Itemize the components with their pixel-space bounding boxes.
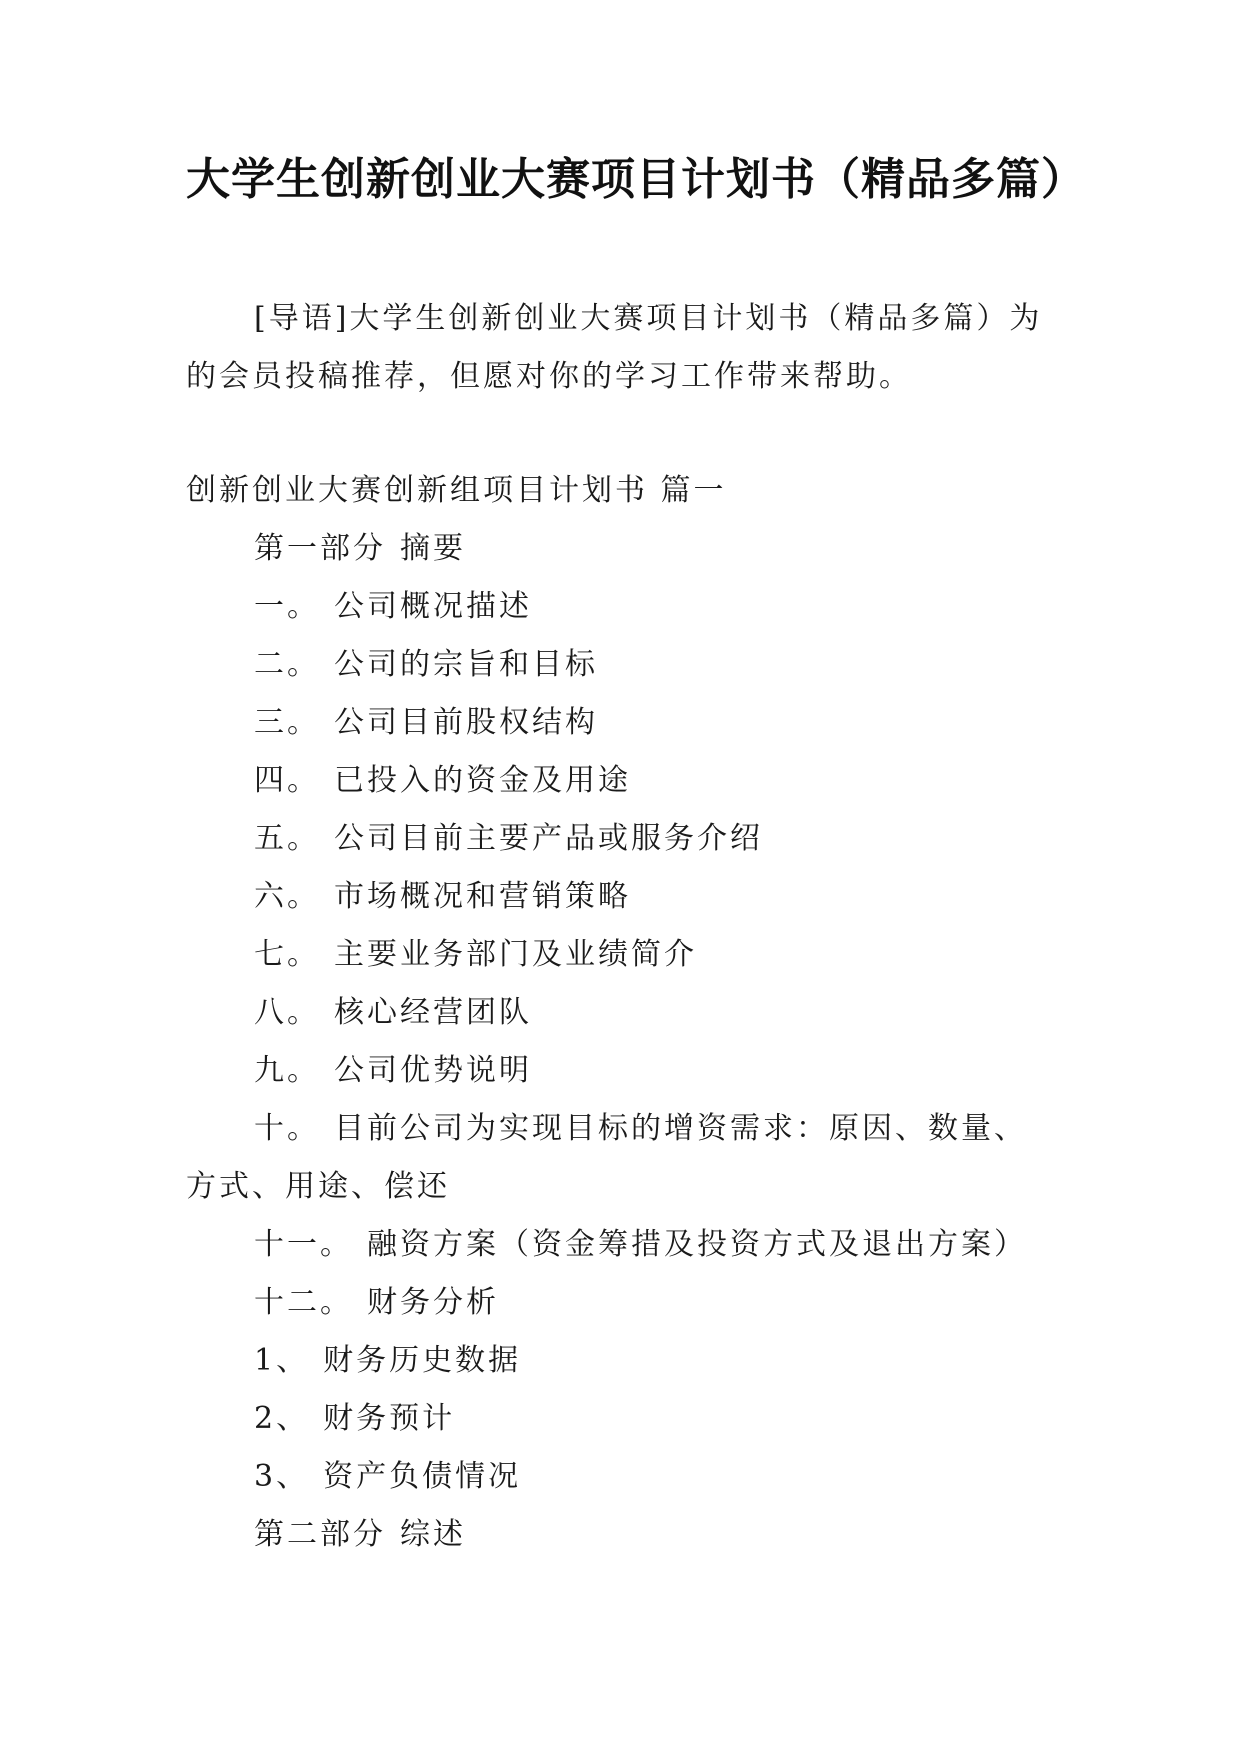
outline-item <box>186 926 1056 984</box>
outline-item-marker: 七。 <box>254 937 320 972</box>
outline-item-marker: 3、 <box>254 1459 310 1494</box>
outline-item-marker: 一。 <box>254 589 320 624</box>
outline-item <box>186 1274 1056 1332</box>
outline-item <box>186 1448 1056 1506</box>
outline-item-text: 资产负债情况 <box>323 1459 522 1494</box>
document-title: 大学生创新创业大赛项目计划书（精品多篇） <box>186 154 1086 205</box>
outline-item-marker: 第二部分 <box>254 1517 386 1552</box>
outline-item-marker: 第一部分 <box>254 531 386 566</box>
outline-item-text: 公司目前股权结构 <box>334 705 598 740</box>
outline-item-text: 主要业务部门及业绩简介 <box>334 937 697 972</box>
outline-item <box>186 984 1056 1042</box>
outline-item-marker: 1、 <box>254 1343 310 1378</box>
outline-item <box>186 520 1056 578</box>
outline-item <box>186 1332 1056 1390</box>
outline-item-text: 核心经营团队 <box>334 995 532 1030</box>
outline-item-marker: 十。 <box>254 1111 320 1146</box>
outline-item-text: 融资方案（资金筹措及投资方式及退出方案） <box>367 1227 1027 1262</box>
outline-item-text: 目前公司为实现目标的增资需求：原因、数量、方式、用途、偿还 <box>186 1111 1027 1204</box>
outline-item-text: 已投入的资金及用途 <box>334 763 631 798</box>
outline-item-text: 公司的宗旨和目标 <box>334 647 598 682</box>
outline-item <box>186 1506 1056 1564</box>
outline-item-text: 财务分析 <box>367 1285 499 1320</box>
outline-item <box>186 1100 1056 1216</box>
outline-item <box>186 1216 1056 1274</box>
outline-item <box>186 868 1056 926</box>
outline-item-text: 财务历史数据 <box>323 1343 522 1378</box>
outline-item-text: 财务预计 <box>323 1401 456 1436</box>
outline-item-marker: 六。 <box>254 879 320 914</box>
outline-item-text: 公司目前主要产品或服务介绍 <box>334 821 763 856</box>
outline-item-marker: 八。 <box>254 995 320 1030</box>
outline-item-text: 综述 <box>400 1517 466 1552</box>
outline-item-marker: 四。 <box>254 763 320 798</box>
outline-item-marker: 二。 <box>254 647 320 682</box>
outline-item-marker: 十一。 <box>254 1227 353 1262</box>
outline-item-marker: 九。 <box>254 1053 320 1088</box>
intro-paragraph: [导语]大学生创新创业大赛项目计划书（精品多篇）为的会员投稿推荐，但愿对你的学习工作带来帮助。 <box>186 301 1043 394</box>
outline-item-marker: 三。 <box>254 705 320 740</box>
outline-item <box>186 694 1056 752</box>
outline-item-text: 公司概况描述 <box>334 589 532 624</box>
outline-item <box>186 578 1056 636</box>
outline-item-text: 摘要 <box>400 531 466 566</box>
section-heading: 创新创业大赛创新组项目计划书 篇一 <box>186 473 727 508</box>
outline-item <box>186 810 1056 868</box>
outline-list <box>186 520 1056 1564</box>
outline-item-text: 公司优势说明 <box>334 1053 532 1088</box>
outline-item-marker: 2、 <box>254 1401 310 1436</box>
outline-item <box>186 752 1056 810</box>
outline-item-text: 市场概况和营销策略 <box>334 879 631 914</box>
outline-item <box>186 1390 1056 1448</box>
outline-item <box>186 636 1056 694</box>
outline-item <box>186 1042 1056 1100</box>
outline-item-marker: 十二。 <box>254 1285 353 1320</box>
outline-item-marker: 五。 <box>254 821 320 856</box>
